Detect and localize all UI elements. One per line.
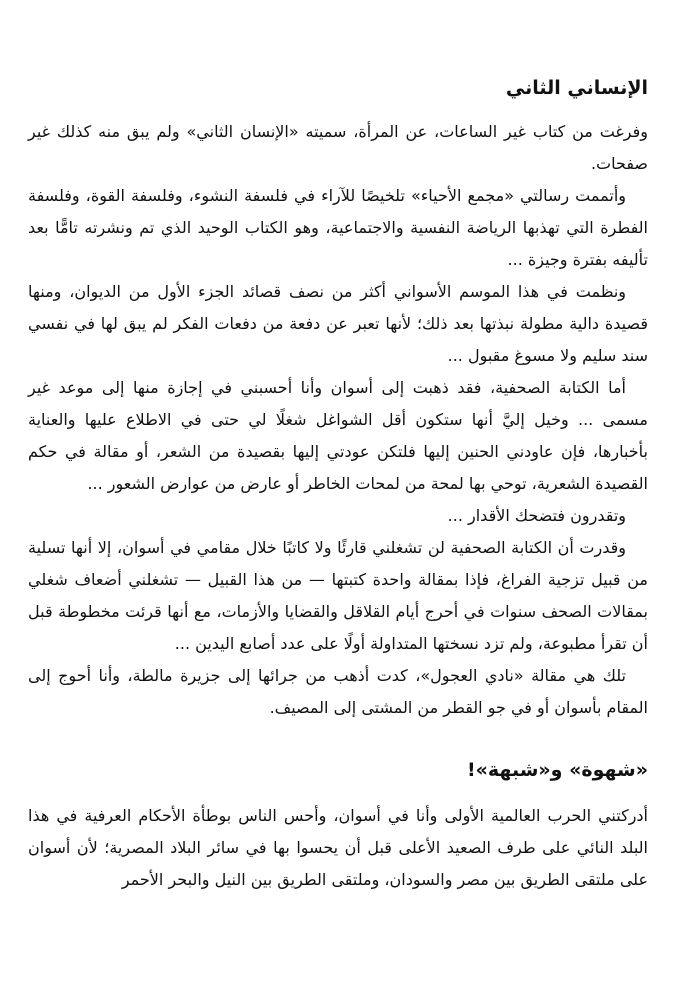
paragraph: وأتممت رسالتي «مجمع الأحياء» تلخيصًا للآراء في فلسفة النشوء، وفلسفة القوة، وفلسفة الفطرة التي تهذبها الرياضة النفسية والاجتماعية، وهو الكتاب الوحيد الذي تم ونشرته تامًّا بعد تأليفه بفترة وجيزة ... [28, 186, 648, 269]
paragraph: وقدرت أن الكتابة الصحفية لن تشغلني قارئًا ولا كاتبًا خلال مقامي في أسوان، إلا أنها تسلية من قبيل تزجية الفراغ، فإذا بمقالة واحدة كتبتها — من هذا القبيل — تشغلني أضعاف شغلي بمقالات الصحف سنوات في أحرج أيام القلاقل والقضايا والأزمات، مع أنها قرئت مخطوطة قبل أن تقرأ مطبوعة، ولم تزد نسختها المتداولة أولًا على عدد أصابع اليدين ... [28, 538, 648, 653]
section-heading: «شهوة» و«شبهة»! [466, 759, 648, 781]
paragraph: أدركتني الحرب العالمية الأولى وأنا في أسوان، وأحس الناس بوطأة الأحكام العرفية في هذا البلد النائي على طرف الصعيد الأعلى قبل أن يحسوا بها في سائر البلاد المصرية؛ لأن أسوان على ملتقى الطريق بين مصر والسودان، وملتقى الطريق بين النيل والبحر الأحمر [28, 806, 648, 889]
section-heading: الإنساني الثاني [505, 77, 648, 99]
paragraph: وتقدرون فتضحك الأقدار ... [447, 506, 626, 525]
paragraph: وفرغت من كتاب غير الساعات، عن المرأة، سميته «الإنسان الثاني» ولم يبق منه كذلك غير صفحات. [28, 122, 648, 173]
paragraph: أما الكتابة الصحفية، فقد ذهبت إلى أسوان وأنا أحسبني في إجازة منها إلى موعد غير مسمى ... وخيل إليَّ أنها ستكون أقل الشواغل شغلًا لي حتى في الاطلاع عليها والعناية بأخبارها، فإن عاودني الحنين إليها فلتكن عودتي إليها بقصيدة من الشعر، أو مقالة في حكم القصيدة الشعرية، توحي بها لمحة من لمحات الخاطر أو عارض من عوارض الشعور ... [28, 378, 648, 493]
paragraph: تلك هي مقالة «نادي العجول»، كدت أذهب من جرائها إلى جزيرة مالطة، وأنا أحوج إلى المقام بأسوان أو في جو القطر من المشتى إلى المصيف. [28, 666, 648, 717]
paragraph: ونظمت في هذا الموسم الأسواني أكثر من نصف قصائد الجزء الأول من الديوان، ومنها قصيدة دالية مطولة نبذتها بعد ذلك؛ لأنها تعبر عن دفعة من دفعات الفكر لم يبق لها في نفسي سند سليم ولا مسوغ مقبول ... [28, 282, 648, 365]
